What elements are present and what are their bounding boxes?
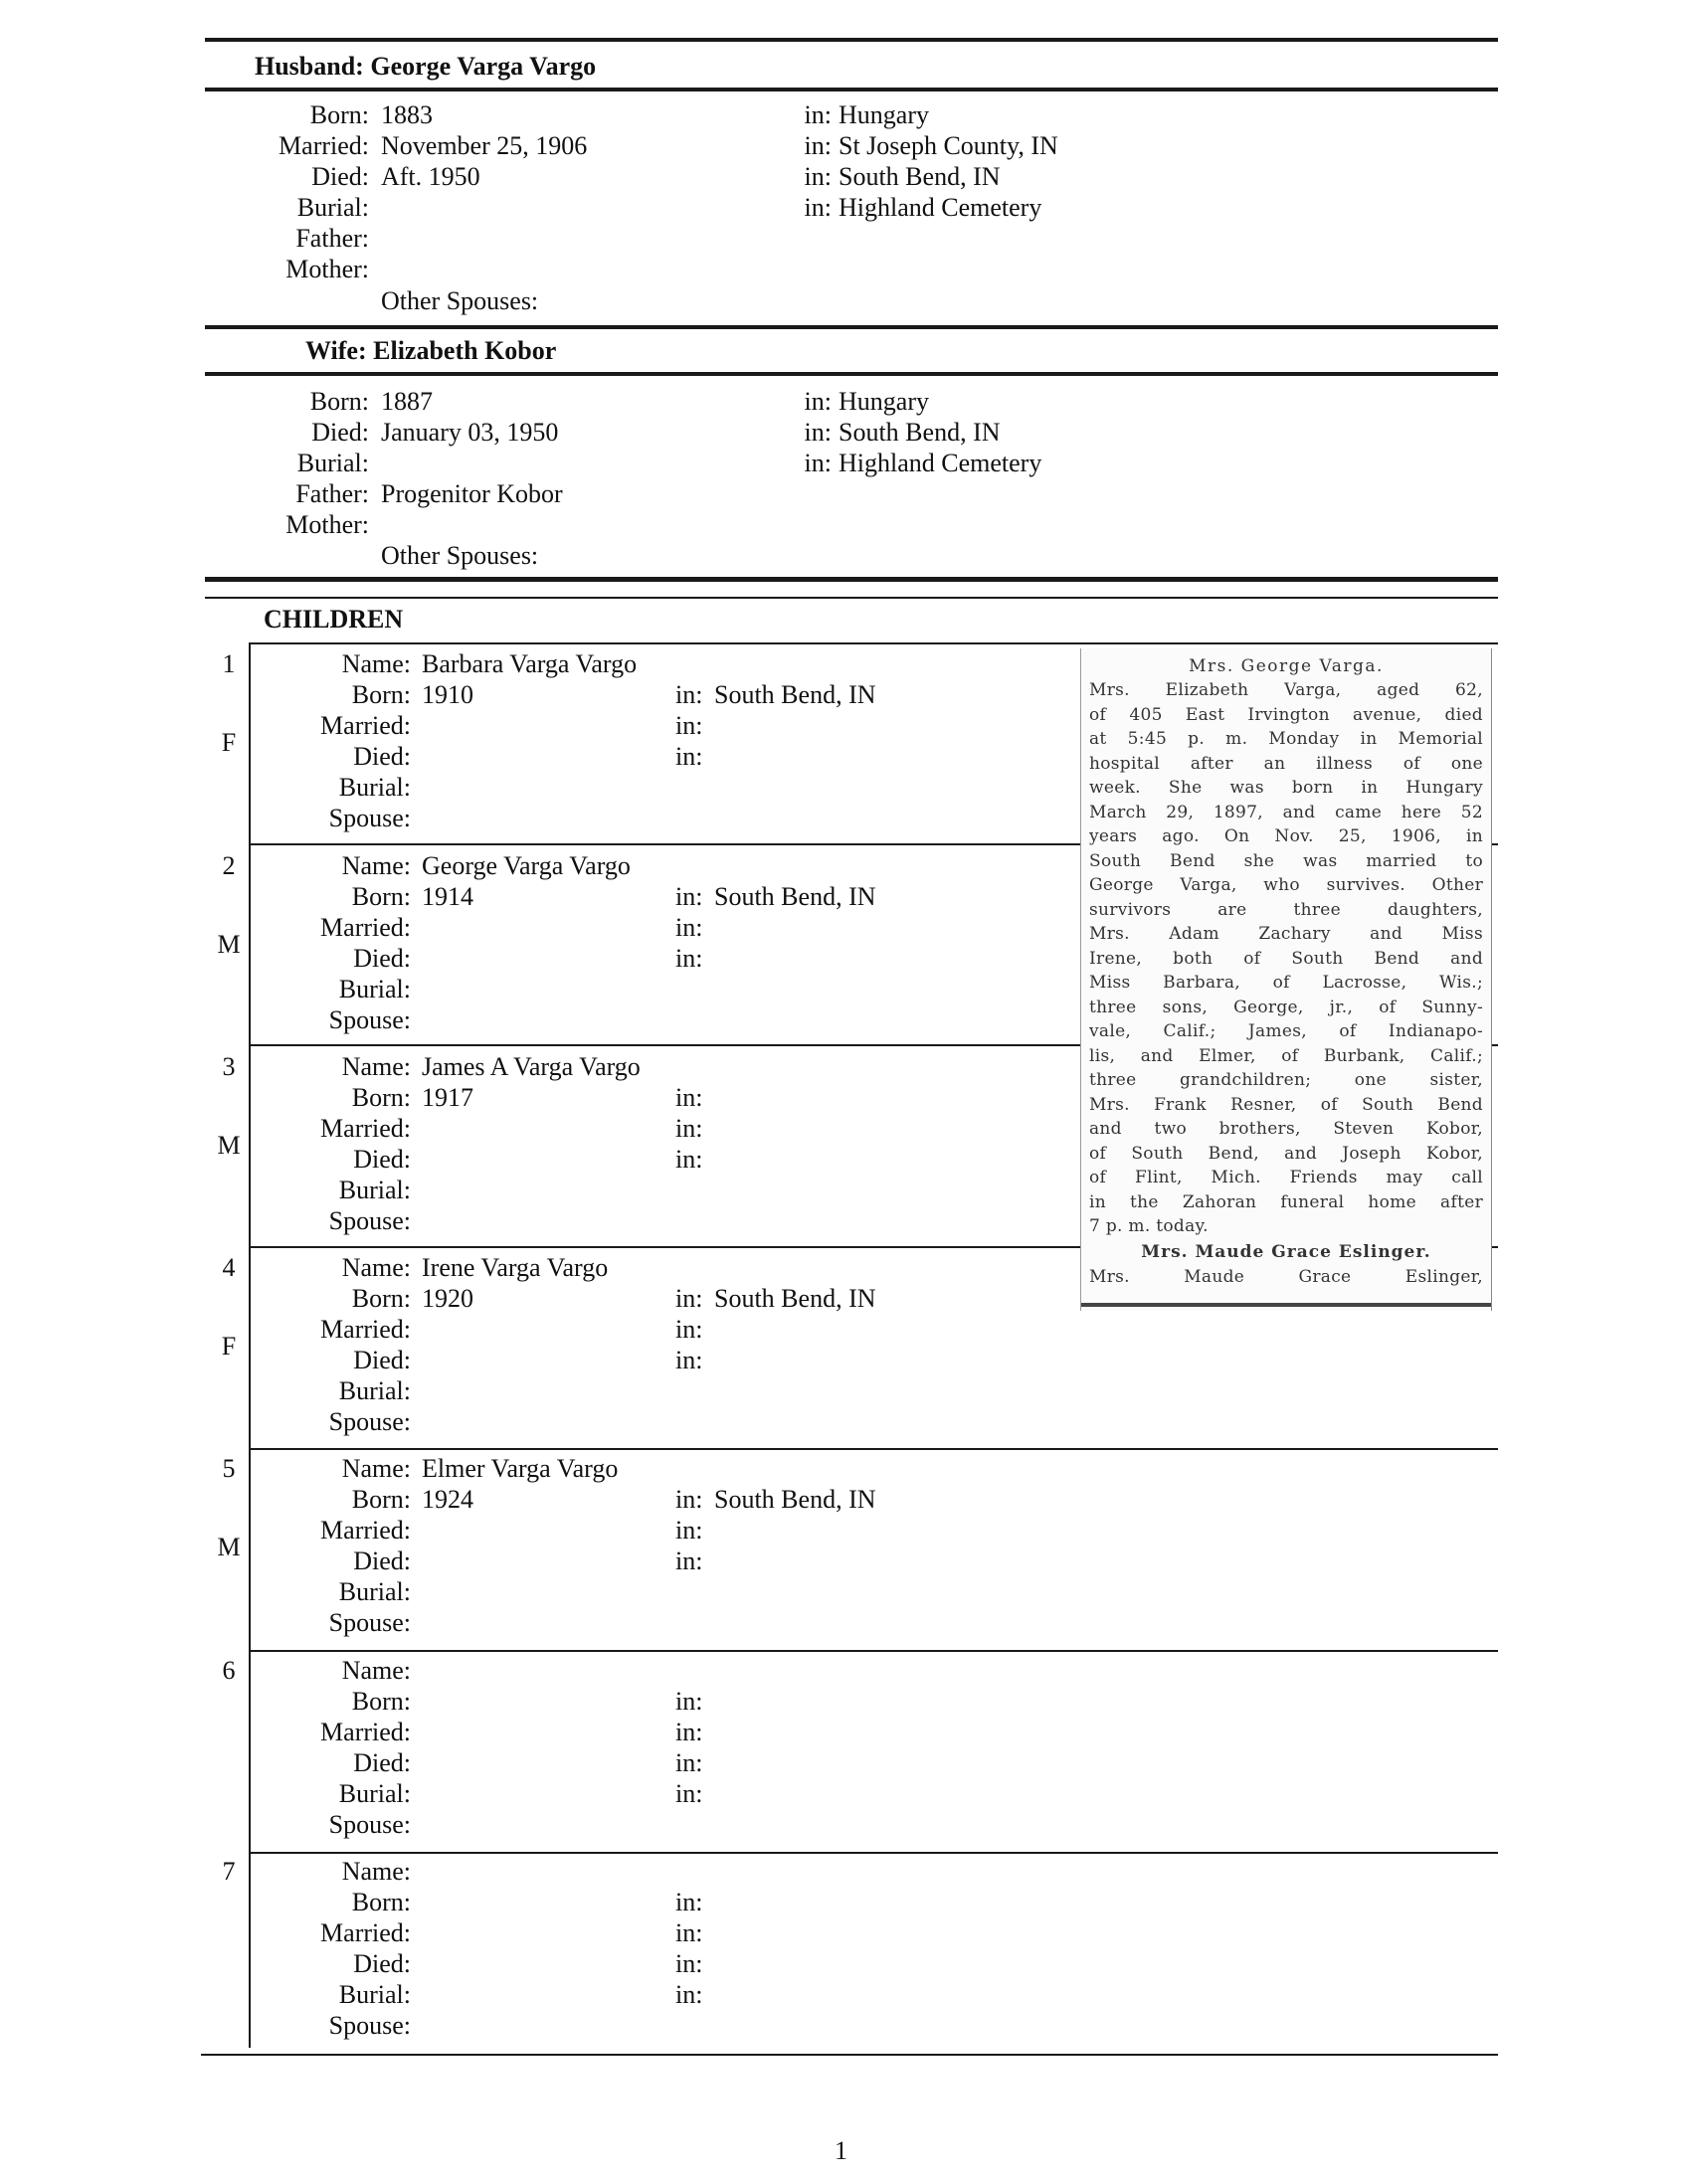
- children-sub-rule: [205, 597, 1498, 599]
- wife-label: Wife:: [305, 336, 367, 365]
- wife-mother-label: Mother:: [285, 510, 369, 539]
- child-married-label: Married:: [320, 1114, 411, 1143]
- husband-rule: [205, 88, 1498, 91]
- child-spouse-label: Spouse:: [328, 1810, 411, 1839]
- child-4-rule: [251, 1448, 1498, 1450]
- child-born-place: South Bend, IN: [714, 1485, 876, 1514]
- child-number: 6: [222, 1656, 236, 1685]
- clipping-line: 7 p. m. today.: [1089, 1216, 1209, 1236]
- clipping-line: of South Bend, and Joseph Kobor,: [1089, 1143, 1483, 1164]
- child-number: 4: [222, 1253, 236, 1282]
- child-died-in-label: in:: [675, 944, 703, 973]
- child-born-label: Born:: [351, 1687, 411, 1716]
- husband-born-in-label: in:: [804, 100, 832, 129]
- child-married-in-label: in:: [675, 711, 703, 740]
- clipping-line: of 405 East Irvington avenue, died: [1089, 704, 1483, 725]
- child-name: James A Varga Vargo: [422, 1052, 641, 1081]
- clipping-title: Mrs. George Varga.: [1189, 656, 1384, 676]
- clipping-line: South Bend she was married to: [1089, 850, 1483, 871]
- wife-died-in-label: in:: [804, 418, 832, 447]
- child-born: 1910: [422, 680, 473, 709]
- wife-burial-in-label: in:: [804, 449, 832, 477]
- husband-label: Husband:: [255, 52, 364, 81]
- wife-burial-label: Burial:: [296, 449, 369, 477]
- wife-born-label: Born:: [309, 387, 369, 416]
- children-top-rule: [205, 577, 1498, 582]
- child-born-in-label: in:: [675, 882, 703, 911]
- clipping-line: and two brothers, Steven Kobor,: [1089, 1119, 1483, 1139]
- clipping-line: at 5:45 p. m. Monday in Memorial: [1089, 729, 1483, 749]
- child-born: 1924: [422, 1485, 473, 1514]
- child-number: 7: [222, 1857, 236, 1886]
- child-spouse-label: Spouse:: [328, 1206, 411, 1235]
- child-died-label: Died:: [353, 1547, 411, 1575]
- clipping-line: Irene, both of South Bend and: [1089, 948, 1483, 969]
- child-died-in-label: in:: [675, 742, 703, 771]
- husband-born-label: Born:: [309, 100, 369, 129]
- wife-born-in-label: in:: [804, 387, 832, 416]
- husband-burial-place: Highland Cemetery: [839, 193, 1042, 222]
- child-spouse-label: Spouse:: [328, 2011, 411, 2040]
- child-name: Elmer Varga Vargo: [422, 1454, 619, 1483]
- child-died-label: Died:: [353, 1145, 411, 1174]
- child-sex: F: [221, 1332, 237, 1361]
- husband-died-label: Died:: [311, 162, 369, 191]
- child-number: 3: [222, 1052, 236, 1081]
- wife-father: Progenitor Kobor: [381, 479, 563, 508]
- child-sex: M: [217, 1131, 241, 1160]
- child-born-place: South Bend, IN: [714, 882, 876, 911]
- wife-top-rule: [205, 325, 1498, 329]
- child-died-label: Died:: [353, 1949, 411, 1978]
- child-burial-label: Burial:: [338, 773, 411, 802]
- child-number: 5: [222, 1454, 236, 1483]
- wife-died-place: South Bend, IN: [839, 418, 1001, 447]
- wife-heading: [305, 336, 556, 366]
- child-name-label: Name:: [341, 1052, 411, 1081]
- child-born: 1917: [422, 1083, 473, 1112]
- child-born-in-label: in:: [675, 1888, 703, 1916]
- child-died-in-label: in:: [675, 1949, 703, 1978]
- child-died-in-label: in:: [675, 1145, 703, 1174]
- clipping-line: Mrs. Adam Zachary and Miss: [1089, 924, 1483, 944]
- child-married-in-label: in:: [675, 1718, 703, 1746]
- child-burial-label: Burial:: [338, 1577, 411, 1606]
- child-name-label: Name:: [341, 1656, 411, 1685]
- husband-burial-in-label: in:: [804, 193, 832, 222]
- child-name: Barbara Varga Vargo: [422, 649, 638, 678]
- child-died-in-label: in:: [675, 1748, 703, 1777]
- top-rule: [205, 38, 1498, 42]
- children-bottom-rule: [201, 2054, 1498, 2056]
- child-sex: M: [217, 930, 241, 959]
- child-born-label: Born:: [351, 1284, 411, 1313]
- child-died-label: Died:: [353, 1346, 411, 1374]
- child-burial-label: Burial:: [338, 1779, 411, 1808]
- clipping-line: Miss Barbara, of Lacrosse, Wis.;: [1089, 973, 1483, 993]
- child-died-label: Died:: [353, 742, 411, 771]
- child-married-label: Married:: [320, 913, 411, 942]
- clipping-line: of Flint, Mich. Friends may call: [1089, 1168, 1483, 1187]
- husband-burial-label: Burial:: [296, 193, 369, 222]
- husband-father-label: Father:: [295, 224, 369, 253]
- child-born-label: Born:: [351, 1083, 411, 1112]
- husband-died: Aft. 1950: [381, 162, 480, 191]
- child-born-in-label: in:: [675, 1687, 703, 1716]
- child-born-in-label: in:: [675, 1485, 703, 1514]
- child-married-in-label: in:: [675, 913, 703, 942]
- wife-died-label: Died:: [311, 418, 369, 447]
- clipping-line: three grandchildren; one sister,: [1089, 1070, 1483, 1090]
- clipping-line: Mrs. Frank Resner, of South Bend: [1089, 1094, 1483, 1115]
- clipping-line: week. She was born in Hungary: [1089, 778, 1483, 798]
- child-born-label: Born:: [351, 1485, 411, 1514]
- clipping-line: Mrs. Elizabeth Varga, aged 62,: [1089, 680, 1483, 700]
- husband-married-in-label: in:: [804, 131, 832, 160]
- obituary-clipping: [1080, 648, 1492, 1311]
- husband-married-place: St Joseph County, IN: [839, 131, 1058, 160]
- clipping-line: survivors are three daughters,: [1089, 899, 1483, 920]
- child-burial-label: Burial:: [338, 1176, 411, 1204]
- page-number: 1: [835, 2136, 847, 2165]
- clipping-line: three sons, George, jr., of Sunny-: [1089, 997, 1483, 1017]
- husband-died-place: South Bend, IN: [839, 162, 1001, 191]
- child-sex: M: [217, 1533, 241, 1561]
- clipping-line: March 29, 1897, and came here 52: [1089, 802, 1483, 822]
- child-burial-label: Burial:: [338, 1980, 411, 2009]
- children-heading: CHILDREN: [264, 605, 404, 634]
- child-name-label: Name:: [341, 1454, 411, 1483]
- clipping-line: years ago. On Nov. 25, 1906, in: [1089, 826, 1483, 846]
- husband-mother-label: Mother:: [285, 255, 369, 283]
- child-burial-label: Burial:: [338, 1376, 411, 1405]
- child-spouse-label: Spouse:: [328, 1407, 411, 1436]
- child-died-in-label: in:: [675, 1346, 703, 1374]
- child-name: Irene Varga Vargo: [422, 1253, 609, 1282]
- child-married-label: Married:: [320, 1516, 411, 1545]
- child-number: 1: [222, 649, 236, 678]
- child-name-label: Name:: [341, 1253, 411, 1282]
- clipping-line: in the Zahoran funeral home after: [1089, 1191, 1483, 1212]
- child-married-in-label: in:: [675, 1918, 703, 1947]
- wife-rule: [205, 372, 1498, 376]
- clipping-next-title: Mrs. Maude Grace Eslinger.: [1141, 1241, 1431, 1262]
- child-born: 1914: [422, 882, 473, 911]
- husband-died-in-label: in:: [804, 162, 832, 191]
- clipping-line: lis, and Elmer, of Burbank, Calif.;: [1089, 1045, 1483, 1066]
- child-spouse-label: Spouse:: [328, 804, 411, 832]
- child-name-label: Name:: [341, 1857, 411, 1886]
- child-died-label: Died:: [353, 1748, 411, 1777]
- husband-born-place: Hungary: [839, 100, 929, 129]
- wife-born-place: Hungary: [839, 387, 929, 416]
- child-name-label: Name:: [341, 649, 411, 678]
- child-sex: F: [221, 728, 237, 757]
- husband-other-spouses-label: Other Spouses:: [381, 286, 539, 315]
- child-married-in-label: in:: [675, 1516, 703, 1545]
- husband-heading: [255, 52, 596, 82]
- child-married-label: Married:: [320, 1718, 411, 1746]
- child-married-label: Married:: [320, 1918, 411, 1947]
- child-born-in-label: in:: [675, 1284, 703, 1313]
- husband-born: 1883: [381, 100, 433, 129]
- wife-burial-place: Highland Cemetery: [839, 449, 1042, 477]
- clipping-line: George Varga, who survives. Other: [1089, 875, 1483, 895]
- clipping-bottom-edge: [1081, 1303, 1491, 1307]
- husband-married: November 25, 1906: [381, 131, 588, 160]
- child-spouse-label: Spouse:: [328, 1005, 411, 1034]
- child-born-label: Born:: [351, 680, 411, 709]
- wife-born: 1887: [381, 387, 433, 416]
- child-6-rule: [251, 1852, 1498, 1854]
- child-spouse-label: Spouse:: [328, 1608, 411, 1637]
- clipping-line: vale, Calif.; James, of Indianapo-: [1089, 1021, 1483, 1041]
- child-burial-label: Burial:: [338, 975, 411, 1003]
- wife-other-spouses-label: Other Spouses:: [381, 541, 539, 570]
- child-born-place: South Bend, IN: [714, 1284, 876, 1313]
- child-married-label: Married:: [320, 1315, 411, 1344]
- child-5-rule: [251, 1650, 1498, 1652]
- child-burial-in-label: in:: [675, 1980, 703, 2009]
- child-born: 1920: [422, 1284, 473, 1313]
- child-married-label: Married:: [320, 711, 411, 740]
- child-burial-in-label: in:: [675, 1779, 703, 1808]
- clipping-line: hospital after an illness of one: [1089, 753, 1483, 774]
- child-born-in-label: in:: [675, 680, 703, 709]
- wife-father-label: Father:: [295, 479, 369, 508]
- child-born-in-label: in:: [675, 1083, 703, 1112]
- child-number: 2: [222, 851, 236, 880]
- child-died-in-label: in:: [675, 1547, 703, 1575]
- wife-died: January 03, 1950: [381, 418, 559, 447]
- wife-name: Elizabeth Kobor: [373, 336, 557, 365]
- child-married-in-label: in:: [675, 1114, 703, 1143]
- children-header-rule: [251, 642, 1498, 644]
- child-born-place: South Bend, IN: [714, 680, 876, 709]
- child-died-label: Died:: [353, 944, 411, 973]
- child-name: George Varga Vargo: [422, 851, 631, 880]
- child-born-label: Born:: [351, 882, 411, 911]
- child-married-in-label: in:: [675, 1315, 703, 1344]
- husband-name: George Varga Vargo: [370, 52, 597, 81]
- child-name-label: Name:: [341, 851, 411, 880]
- husband-married-label: Married:: [279, 131, 369, 160]
- clipping-next-line: Mrs. Maude Grace Eslinger,: [1089, 1266, 1483, 1287]
- child-born-label: Born:: [351, 1888, 411, 1916]
